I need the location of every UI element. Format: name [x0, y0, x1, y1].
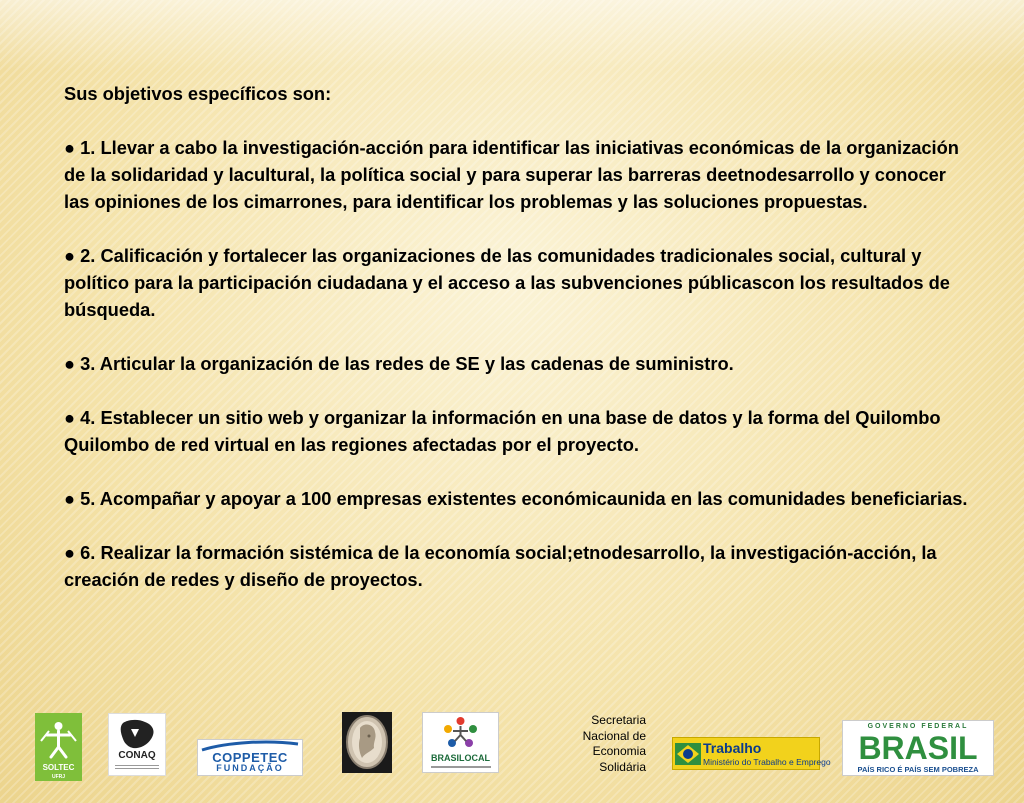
- soltec-sub: UFRJ: [51, 774, 66, 780]
- brazil-flag-icon: [675, 743, 701, 765]
- objective-item-4: ● 4. Establecer un sitio web y organizar la información en una base de datos y la forma del Quilombo Quilombo de red virtual en las regiones afectadas por el proyecto.: [64, 407, 941, 455]
- secretaria-text: [546, 713, 646, 775]
- trabalho-label: Trabalho: [703, 740, 762, 756]
- coppetec-sub: FUNDAÇÃO: [216, 763, 284, 773]
- slide-content: [64, 80, 974, 620]
- objective-item-3: ● 3. Articular la organización de las redes de SE y las cadenas de suministro.: [64, 353, 734, 374]
- objectives-heading: Sus objetivos específicos son:: [64, 83, 332, 104]
- brasil-slogan: PAÍS RICO É PAÍS SEM POBREZA: [857, 765, 979, 774]
- secretaria-line-2: Nacional de: [582, 728, 646, 743]
- conaq-fine-print: [115, 765, 159, 771]
- soltec-logo: [35, 713, 82, 781]
- trabalho-sub: Ministério do Trabalho e Emprego: [703, 757, 831, 767]
- objective-item-2: ● 2. Calificación y fortalecer las organizaciones de las comunidades tradicionales social, cultural y político para la participación ciudadana y el acceso a las subvenciones públicascon los resultados de búsqueda.: [64, 245, 950, 320]
- map-icon: [109, 717, 165, 751]
- secretaria-line-3: Economia: [592, 744, 646, 758]
- soltec-label: SOLTEC: [42, 763, 75, 772]
- secretaria-line-1: Secretaria: [591, 713, 646, 727]
- brasil-local-fine-print: [431, 766, 491, 768]
- objective-item-6: ● 6. Realizar la formación sistémica de la economía social;etnodesarrollo, la investigación-acción, la creación de redes y diseño de proyectos.: [64, 542, 937, 590]
- cameo-portrait-icon: [342, 712, 392, 773]
- governo-federal-brasil-logo: [842, 720, 994, 776]
- objective-item-5: ● 5. Acompañar y apoyar a 100 empresas existentes económicaunida en las comunidades beneficiarias.: [64, 488, 968, 509]
- brasil-wordmark: BRASIL: [858, 730, 978, 766]
- coppetec-label: COPPETEC: [212, 750, 288, 765]
- conaq-label: CONAQ: [118, 750, 156, 761]
- top-highlight-band: [0, 0, 1024, 70]
- brasil-local-logo: [422, 712, 499, 773]
- objective-item-1: ● 1. Llevar a cabo la investigación-acción para identificar las iniciativas económicas de la organización de la solidaridad y lacultural, la política social y para superar las barreras deetnodesarrollo y conocer las opiniones de los cimarrones, para identificar los problemas y las soluciones propuestas.: [64, 137, 959, 212]
- secretaria-line-4: Solidária: [599, 759, 646, 774]
- governo-federal-label: GOVERNO FEDERAL: [867, 723, 969, 730]
- conaq-logo: [108, 713, 166, 776]
- brasil-local-label: BRASILOCAL: [431, 753, 490, 763]
- cameo-logo: [342, 712, 392, 773]
- sponsor-logos-bar: [0, 700, 1024, 803]
- coppetec-logo: [197, 739, 303, 776]
- people-star-icon: [423, 715, 498, 755]
- trabalho-logo: [672, 737, 831, 770]
- person-figure-icon: [35, 717, 82, 762]
